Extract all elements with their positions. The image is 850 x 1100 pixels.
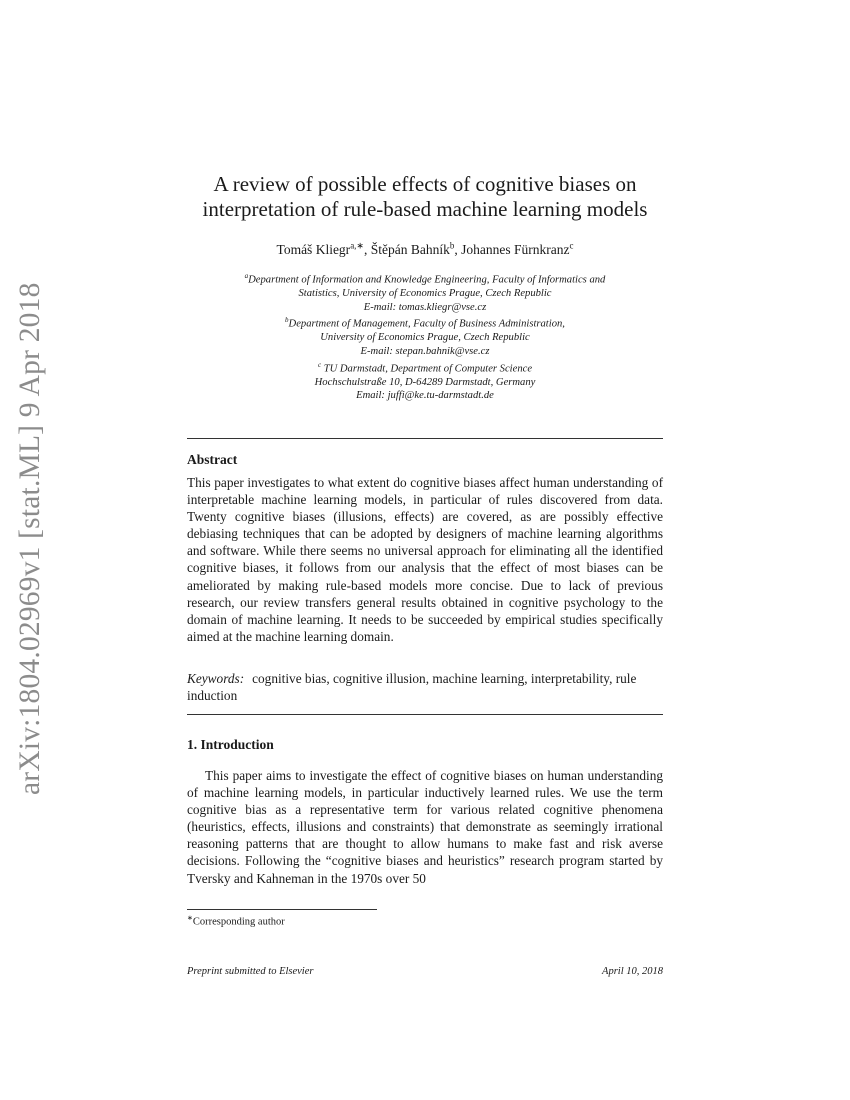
abstract-heading: Abstract [187, 452, 238, 467]
abstract-text: This paper investigates to what extent do cognitive biases affect human understanding of interpretable machine learning models, in particular of rules discovered from data. Twenty cognitive biases (illusions, effects) are covered, as are possibly effective debiasing techniques that can be adopted by designers of machine learning algorithms and software. While there seems no universal approach for eliminating all the identified cognitive biases, it follows from our analysis that the effect of most biases can be ameliorated by making rule-based models more concise. Due to lack of previous research, our review transfers general results obtained in cognitive psychology to the domain of machine learning. It needs to be succeeded by empirical studies specifically aimed at the machine learning domain. [187, 475, 663, 644]
affiliation-line: Hochschulstraße 10, D-64289 Darmstadt, Germany [314, 376, 536, 388]
footer-date: April 10, 2018 [602, 966, 663, 977]
affiliation-line: $^a$Department of Information and Knowledge Engineering, Faculty of Informatics and [244, 272, 606, 286]
author-1: Tomáš Kliegr$^{a,∗}$, [276, 240, 371, 257]
divider-bottom [187, 714, 663, 715]
footnote-divider [187, 909, 377, 910]
footnote: ∗Corresponding author [187, 914, 285, 928]
keywords-text: cognitive bias, cognitive illusion, machine learning, interpretability, rule induction [187, 671, 637, 703]
affiliation-email: E-mail: stepan.bahnik@vse.cz [360, 346, 490, 358]
affiliation-line: University of Economics Prague, Czech Republic [320, 332, 530, 344]
keywords-label: Keywords: [187, 671, 245, 686]
section-heading-introduction: 1. Introduction [187, 737, 274, 752]
title-line-1: A review of possible effects of cognitive biases on [213, 172, 637, 196]
affiliation-email: Email: juffi@ke.tu-darmstadt.de [356, 390, 494, 402]
introduction-text: This paper aims to investigate the effect of cognitive biases on human understanding of machine learning models, in particular inductively learned rules. We use the term cognitive bias as a representative term for various related cognitive phenomena (heuristics, effects, illusions and constraints) that demonstrate as seemingly irrational reasoning patterns that are thought to allow humans to make fast and risk averse decisions. Following the “cognitive biases and heuristics” research program started by Tversky and Kahneman in the 1970s over 50 [187, 768, 663, 886]
title-line-2: interpretation of rule-based machine learning models [202, 197, 648, 221]
keywords [187, 670, 663, 704]
arxiv-stamp: arXiv:1804.02969v1 [stat.ML] 9 Apr 2018 [14, 282, 46, 795]
affiliation-line: Statistics, University of Economics Prague, Czech Republic [298, 288, 552, 300]
author-3: Johannes Fürnkranz$^c$ [461, 240, 574, 257]
author-2: Štěpán Bahník$^b$, [370, 240, 462, 257]
affiliations [160, 270, 690, 403]
affiliation-email: E-mail: tomas.kliegr@vse.cz [363, 301, 487, 313]
affiliation-line: $^b$Department of Management, Faculty of Business Administration, [285, 316, 565, 330]
footer-preprint-note: Preprint submitted to Elsevier [187, 966, 314, 977]
paper-title [160, 172, 690, 222]
affiliation-line: $^c$ TU Darmstadt, Department of Computer Science [317, 360, 533, 375]
author-list [160, 240, 690, 258]
divider-top [187, 438, 663, 439]
